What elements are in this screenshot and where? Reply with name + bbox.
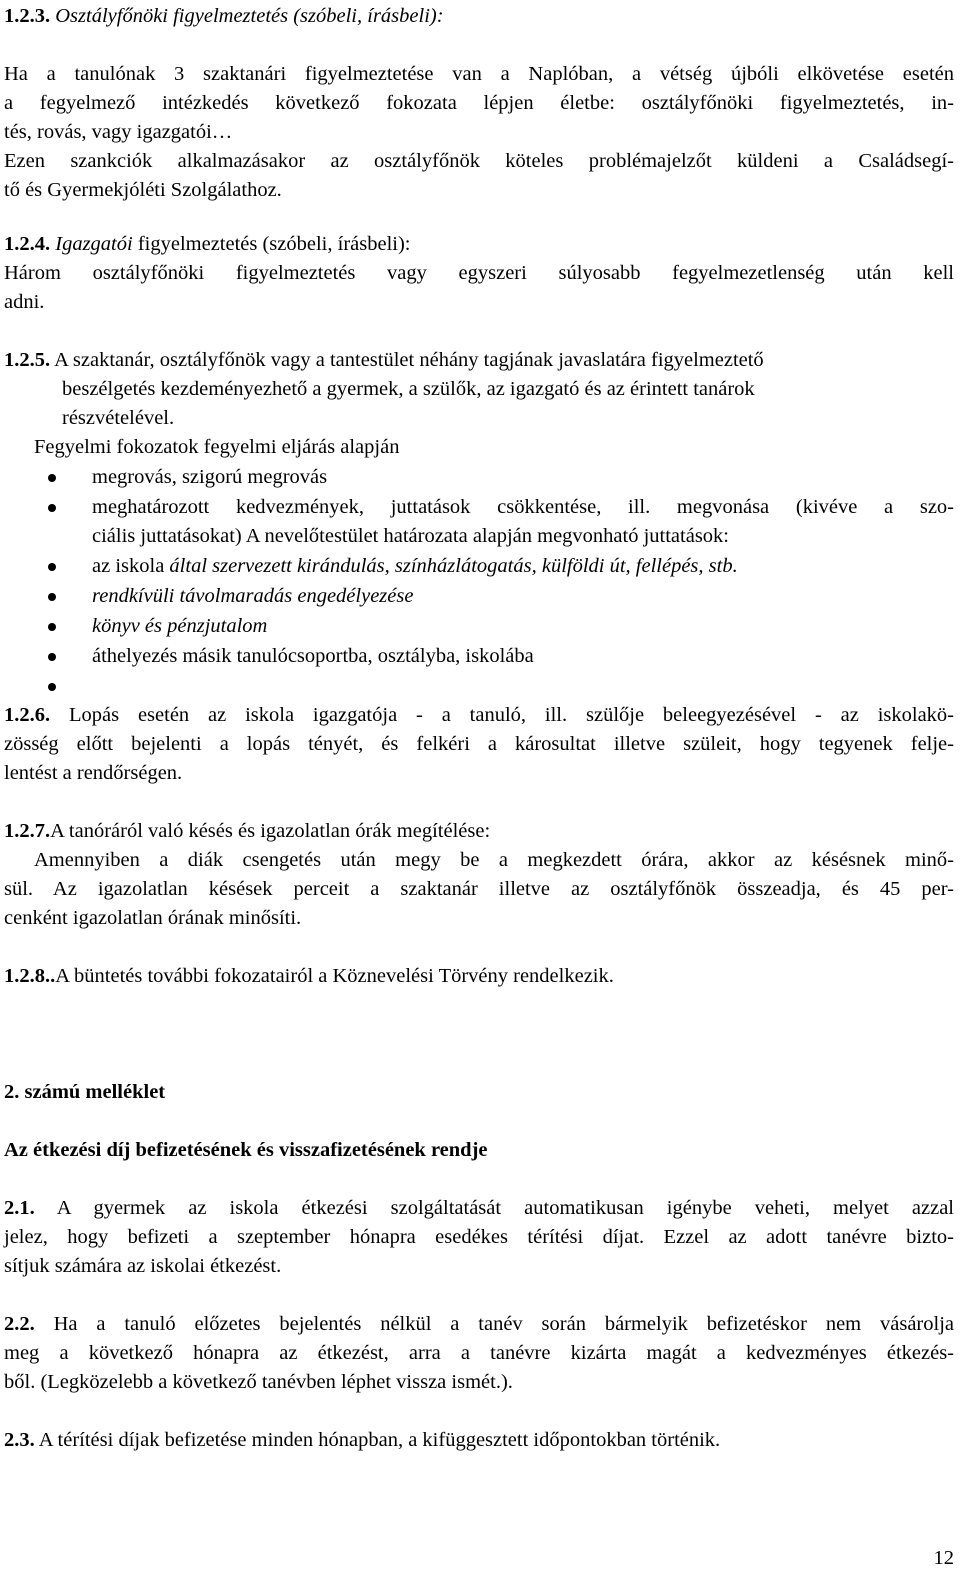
section-number: 1.2.7. <box>4 820 51 842</box>
bullet-icon <box>48 683 56 691</box>
list-item-text: áthelyezés másik tanulócsoportba, osztályba, iskolába <box>92 645 534 667</box>
text-line: lentést a rendőrségen. <box>4 762 183 784</box>
section-number: 1.2.6. <box>4 704 51 726</box>
list-item-text: az iskola <box>92 555 170 577</box>
section-title: A tanóráról való késés és igazolatlan órák megítélése: <box>50 820 491 842</box>
bullet-icon <box>48 563 56 571</box>
section-1-2-7-text <box>4 846 954 933</box>
section-1-2-4-heading <box>4 230 954 259</box>
section-number: 1.2.4. <box>4 233 51 255</box>
bullet-icon <box>48 504 56 512</box>
list-item <box>34 552 954 581</box>
list-item-empty <box>34 672 954 701</box>
section-title: Osztályfőnöki figyelmeztetés (szóbeli, írásbeli): <box>55 5 444 27</box>
section-1-2-3-paragraph-1 <box>4 60 954 147</box>
text-line: beszélgetés kezdeményezhető a gyermek, a szülők, az igazgató és az érintett tanárok <box>62 378 755 400</box>
text-line: Amennyiben a diák csengetés után megy be a megkezdett órára, akkor az késésnek minő- <box>34 849 954 871</box>
text-line: sül. Az igazolatlan késések perceit a szaktanár illetve az osztályfőnök összeadja, és 45 per- <box>4 878 954 900</box>
section-2-1-text <box>4 1194 954 1281</box>
text-span: A szaktanár, osztályfőnök vagy a tantestület néhány tagjának javaslatára figyelmeztető <box>54 349 764 371</box>
section-1-2-3-heading <box>4 2 954 31</box>
text-line: részvételével. <box>62 407 175 429</box>
section-1-2-7-heading <box>4 817 954 846</box>
section-number: 1.2.3. <box>4 5 51 27</box>
annex-subtitle: Az étkezési díj befizetésének és visszafizetésének rendje <box>4 1139 488 1161</box>
section-1-2-4-text <box>4 259 954 317</box>
list-item <box>34 463 954 492</box>
section-2-2-text <box>4 1310 954 1397</box>
page-number: 12 <box>933 1547 954 1569</box>
section-number: 2.3. <box>4 1429 35 1451</box>
text-line: Ezen szankciók alkalmazásakor az osztályfőnök köteles problémajelzőt küldeni a Családsegí- <box>4 150 954 172</box>
fegyelmi-fokozatok-label: Fegyelmi fokozatok fegyelmi eljárás alapján <box>34 436 400 458</box>
section-title-italic: Igazgatói <box>55 233 133 255</box>
bullet-icon <box>48 474 56 482</box>
section-number: 2.1. <box>4 1197 35 1219</box>
section-number: 1.2.8.. <box>4 965 56 987</box>
text-line: ből. (Legközelebb a következő tanévben léphet vissza ismét.). <box>4 1371 513 1393</box>
text-line: tő és Gyermekjóléti Szolgálathoz. <box>4 179 282 201</box>
section-1-2-6-text <box>4 701 954 788</box>
text-line: meg a következő hónapra az étkezést, arra a tanévre kizárta magát a kedvezményes étkezés- <box>4 1342 954 1364</box>
text-span: Lopás esetén az iskola igazgatója - a tanuló, ill. szülője beleegyezésével - az iskolakö- <box>50 704 954 726</box>
section-text: A büntetés további fokozatairól a Köznevelési Törvény rendelkezik. <box>55 965 614 987</box>
section-number: 1.2.5. <box>4 349 51 371</box>
list-item-text: meghatározott kedvezmények, juttatások csökkentése, ill. megvonása (kivéve a szo- <box>92 496 954 518</box>
text-line: tés, rovás, vagy igazgatói… <box>4 121 233 143</box>
list-item <box>34 582 954 611</box>
text-span: A gyermek az iskola étkezési szolgáltatását automatikusan igénybe veheti, melyet azzal <box>34 1197 954 1219</box>
list-item <box>34 493 954 551</box>
list-item-text: könyv és pénzjutalom <box>92 615 268 637</box>
list-item <box>34 612 954 641</box>
text-line: Három osztályfőnöki figyelmeztetés vagy egyszeri súlyosabb fegyelmezetlenség után kell <box>4 262 954 284</box>
list-item-text: ciális juttatásokat) A nevelőtestület határozata alapján megvonható juttatások: <box>92 525 730 547</box>
text-line <box>4 1310 954 1339</box>
text-line <box>4 1194 954 1223</box>
list-item <box>34 642 954 671</box>
section-2-3 <box>4 1426 954 1455</box>
section-text: A térítési díjak befizetése minden hónapban, a kifüggesztett időpontokban történik. <box>34 1429 721 1451</box>
text-line: Ha a tanulónak 3 szaktanári figyelmeztetése van a Naplóban, a vétség újbóli elkövetése esetén <box>4 63 954 85</box>
text-line: sítjuk számára az iskolai étkezést. <box>4 1255 282 1277</box>
section-number: 2.2. <box>4 1313 35 1335</box>
text-line <box>4 346 954 375</box>
text-span: Ha a tanuló előzetes bejelentés nélkül a tanév során bármelyik befizetéskor nem vásárolja <box>34 1313 954 1335</box>
text-line: adni. <box>4 291 45 313</box>
text-line: a fegyelmező intézkedés következő fokozata lépjen életbe: osztályfőnöki figyelmeztetés, in- <box>4 92 954 114</box>
text-line: jelez, hogy befizeti a szeptember hónapra esedékes térítési díjat. Ezzel az adott tanévre bizto- <box>4 1226 954 1248</box>
fegyelmi-fokozatok-list <box>34 463 954 701</box>
text-line: zösség előtt bejelenti a lopás tényét, és felkéri a károsultat illetve szüleit, hogy tegyenek felje- <box>4 733 954 755</box>
list-item-text-italic: által szervezett kirándulás, színházlátogatás, külföldi út, fellépés, stb. <box>169 555 738 577</box>
list-item-text: megrovás, szigorú megrovás <box>92 466 328 488</box>
annex-title: 2. számú melléklet <box>4 1081 166 1103</box>
list-item-text: rendkívüli távolmaradás engedélyezése <box>92 585 414 607</box>
bullet-icon <box>48 623 56 631</box>
text-line <box>4 701 954 730</box>
bullet-icon <box>48 593 56 601</box>
text-line: cenként igazolatlan órának minősíti. <box>4 907 302 929</box>
bullet-icon <box>48 653 56 661</box>
section-1-2-8 <box>4 962 954 991</box>
section-1-2-3-paragraph-2 <box>4 147 954 205</box>
section-1-2-5-text <box>4 346 954 433</box>
section-title-rest: figyelmeztetés (szóbeli, írásbeli): <box>132 233 411 255</box>
